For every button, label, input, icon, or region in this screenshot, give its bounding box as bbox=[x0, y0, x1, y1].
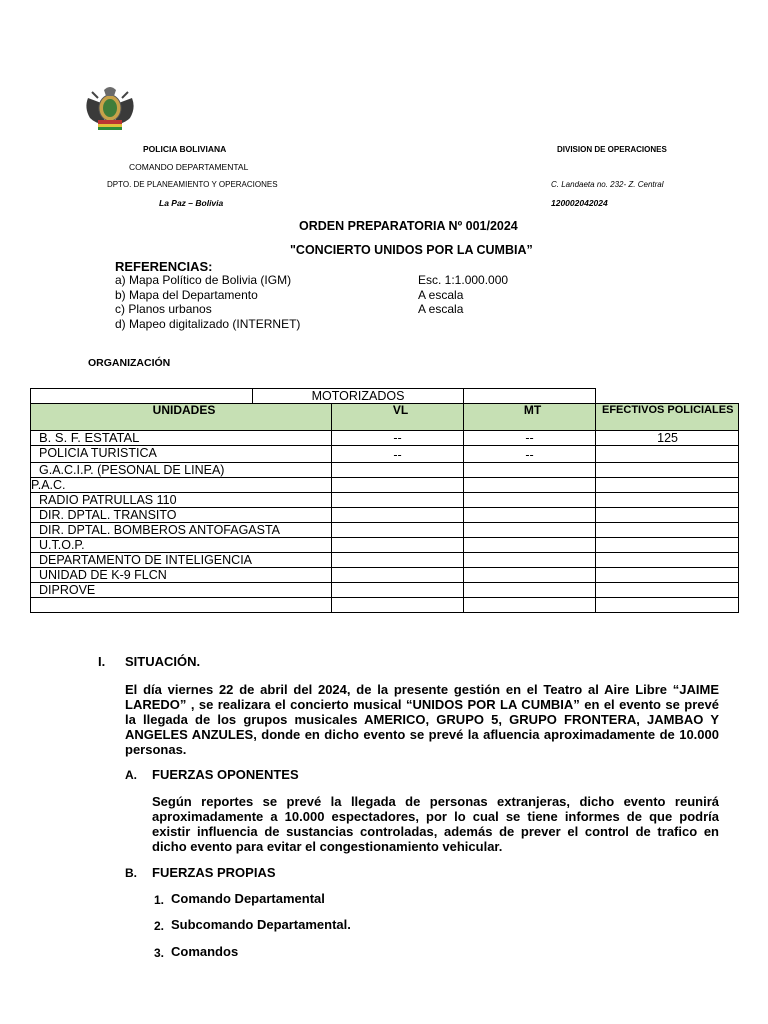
situation-number: I. bbox=[98, 654, 106, 669]
motorizados-header: MOTORIZADOS bbox=[253, 389, 464, 404]
table-row bbox=[31, 598, 739, 613]
own-item: Subcomando Departamental. bbox=[171, 917, 351, 932]
own-item: Comandos bbox=[171, 944, 239, 959]
org-name: POLICIA BOLIVIANA bbox=[143, 144, 227, 154]
table-row: DIPROVE bbox=[31, 583, 739, 598]
reference-scale: A escala bbox=[418, 287, 464, 302]
col-vl: VL bbox=[332, 404, 464, 431]
opponents-letter: A. bbox=[125, 768, 137, 782]
table-header-row bbox=[31, 404, 739, 431]
document-code: 120002042024 bbox=[551, 198, 608, 208]
reference-item: a) Mapa Político de Bolivia (IGM) bbox=[115, 273, 292, 287]
own-forces-letter: B. bbox=[125, 866, 137, 880]
city: La Paz – Bolivia bbox=[159, 198, 224, 208]
organization-heading: ORGANIZACIÓN bbox=[88, 357, 171, 369]
table-row: DIR. DPTAL. TRANSITO bbox=[31, 508, 739, 523]
table-group-header-row bbox=[31, 389, 739, 404]
references-heading: REFERENCIAS: bbox=[115, 259, 213, 274]
own-forces-heading: FUERZAS PROPIAS bbox=[152, 865, 276, 880]
opponents-text: Según reportes se prevé la llegada de personas extranjeras, dicho evento reunirá aproximadamente a 10.000 espectadores, por lo cual se tiene informes de que podría existir influencia de sustancias controladas, además de prever el control de trafico en dicho evento para evitar el congestionamiento vehicular. bbox=[152, 794, 719, 854]
table-row: POLICIA TURISTICA -- -- bbox=[31, 446, 739, 463]
table-row: UNIDAD DE K-9 FLCN bbox=[31, 568, 739, 583]
table-row: DEPARTAMENTO DE INTELIGENCIA bbox=[31, 553, 739, 568]
references-scales bbox=[418, 273, 508, 317]
division-name: DIVISION DE OPERACIONES bbox=[557, 145, 667, 154]
reference-scale: Esc. 1:1.000.000 bbox=[418, 273, 509, 287]
organization-table bbox=[30, 388, 739, 613]
col-efectivos: EFECTIVOS POLICIALES bbox=[596, 404, 739, 431]
table-row: RADIO PATRULLAS 110 bbox=[31, 493, 739, 508]
references-list bbox=[115, 273, 300, 331]
col-mt: MT bbox=[464, 404, 596, 431]
command-name: COMANDO DEPARTAMENTAL bbox=[129, 162, 249, 172]
police-emblem bbox=[82, 84, 138, 132]
own-item-number: 1. bbox=[154, 893, 165, 907]
table-row: B. S. F. ESTATAL -- -- 125 bbox=[31, 431, 739, 446]
own-item: Comando Departamental bbox=[171, 891, 325, 906]
table-row: G.A.C.I.P. (PESONAL DE LINEA) bbox=[31, 463, 739, 478]
department-name: DPTO. DE PLANEAMIENTO Y OPERACIONES bbox=[107, 180, 278, 189]
reference-item: c) Planos urbanos bbox=[115, 302, 212, 316]
address: C. Landaeta no. 232- Z. Central bbox=[551, 180, 664, 189]
own-item-number: 3. bbox=[154, 946, 165, 960]
document-subtitle: "CONCIERTO UNIDOS POR LA CUMBIA” bbox=[290, 243, 533, 257]
reference-item: b) Mapa del Departamento bbox=[115, 287, 258, 302]
own-item-number: 2. bbox=[154, 919, 165, 933]
opponents-heading: FUERZAS OPONENTES bbox=[152, 767, 299, 782]
col-unidades: UNIDADES bbox=[31, 404, 332, 431]
table-row: DIR. DPTAL. BOMBEROS ANTOFAGASTA bbox=[31, 523, 739, 538]
reference-scale: A escala bbox=[418, 302, 464, 316]
reference-item: d) Mapeo digitalizado (INTERNET) bbox=[115, 316, 301, 331]
situation-heading: SITUACIÓN. bbox=[125, 654, 201, 669]
document-title: ORDEN PREPARATORIA Nº 001/2024 bbox=[299, 219, 518, 233]
table-row: P.A.C. bbox=[31, 478, 739, 493]
table-row: U.T.O.P. bbox=[31, 538, 739, 553]
situation-text: El día viernes 22 de abril del 2024, de la presente gestión en el Teatro al Aire Libre “JAIME LAREDO” , se realizara el concierto musical “UNIDOS POR LA CUMBIA” en el evento se prevé la llegada de los grupos musicales AMERICO, GRUPO 5, GRUPO FRONTERA, JAMBAO Y ANGELES ANZULES, donde en dicho evento se prevé la afluencia aproximadamente de 10.000 personas. bbox=[125, 682, 719, 757]
